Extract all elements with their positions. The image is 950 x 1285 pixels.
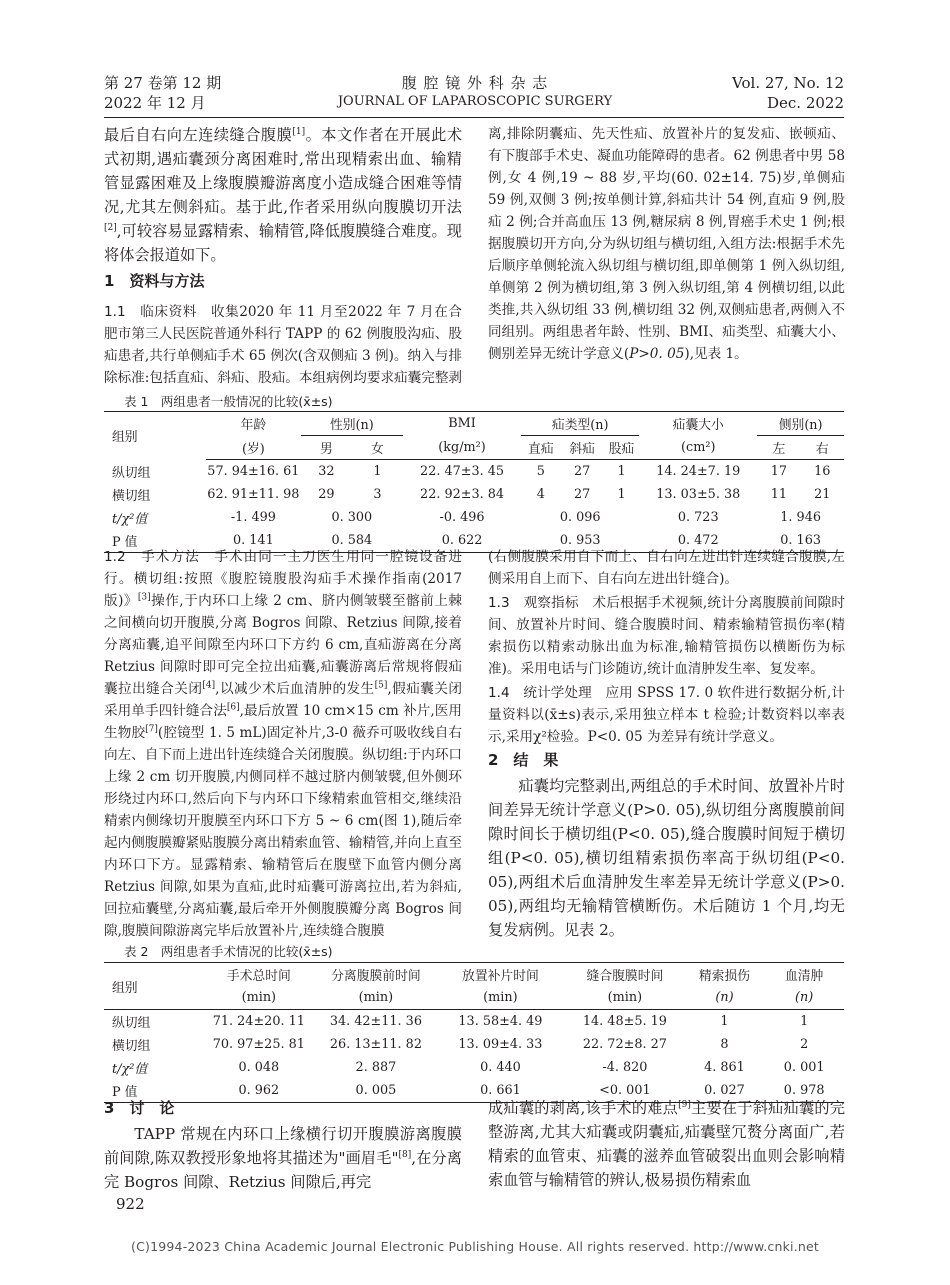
page-number: 922	[116, 1195, 145, 1213]
t2-h-cord-injury: 精索损伤	[685, 963, 765, 987]
section-1-2: 1.2 手术方法 手术由同一主刀医生用同一腔镜设备进行。横切组:按照《腹腔镜腹股沟疝手术操作指南(2017 版)》[3]操作,于内环口上缘 2 cm、脐内侧皱襞至髂前上棘之间横向切开腹膜,分离 Bogros 间隙、Retzius 间隙,接着分离疝囊,追平间隙至内环口下方约 6 cm,直疝游离在分离 Retzius 间隙时即可完全拉出疝囊,疝囊游离后常规将假疝囊拉出缝合关闭[4],以减少术后血清肿的发生[5],假疝囊关闭采用单手四针缝合法[6],最后放置 10 cm×15 cm 补片,医用生物胶[7](腔镜型 1. 5 mL)固定补片,3-0 薇乔可吸收线自右向左、自下而上进出针连续缝合关闭腹膜。纵切组:于内环口上缘 2 cm 切开腹膜,内侧同样不越过脐内侧皱襞,但外侧环形绕过内环口,然后向下与内环口下缘精索血管相交,继续沿精索内侧缘切开腹膜至内环口下方 5 ~ 6 cm(图 1),随后牵起内侧腹膜瓣紧贴腹膜分离出精索血管、输精管,并向上直至内环口下方。显露精索、输精管后在腹壁下血管内侧分离 Retzius 间隙,如果为直疝,此时疝囊可游离拉出,若为斜疝,回拉疝囊壁,分离疝囊,最后牵开外侧腹膜瓣分离 Bogros 间隙,腹膜间隙游离完毕后放置补片,连续缝合腹膜	[104, 549, 463, 939]
section-3-heading: 3 讨 论	[104, 1099, 175, 1117]
journal-title-en: JOURNAL OF LAPAROSCOPIC SURGERY	[337, 94, 613, 109]
discussion-block	[104, 1094, 462, 1194]
right-column-mid	[488, 546, 845, 748]
table-row: 横切组 62. 91±11. 98 29 3 22. 92±3. 84 4 27 1 13. 03±5. 38 11 21	[112, 487, 831, 504]
table-row: P 值 0. 141 0. 584 0. 622 0. 953 0. 472 0. 163	[104, 529, 844, 553]
left-column-mid	[104, 546, 462, 942]
t1-h-age-unit: (岁)	[206, 436, 301, 460]
section-2-heading: 2 结 果	[488, 751, 559, 769]
t1-h-bmi-unit: (kg/m²)	[403, 436, 521, 460]
t1-h-femoral: 股疝	[604, 436, 639, 460]
table-row: t/χ²值 0. 048 2. 887 0. 440 -4. 820 4. 861 0. 001	[112, 1060, 825, 1077]
right-column-top	[488, 123, 845, 365]
left-column-11	[104, 301, 462, 389]
section-1-heading: 1 资料与方法	[104, 272, 205, 290]
volume-cn: 第 27 卷第 12 期	[104, 74, 222, 92]
t2-h-group: 组别	[104, 963, 202, 1010]
t2-h-total: 手术总时间	[202, 963, 317, 987]
t2-h-mesh: 放置补片时间	[436, 963, 565, 987]
table2-caption: 表 2 两组患者手术情况的比较(x̄±s)	[124, 944, 333, 959]
discussion-paragraph: TAPP 常规在内环口上缘横行切开腹膜游离腹膜前间隙,陈双教授形象地将其描述为"画眉毛"[8],在分离完 Bogros 间隙、Retzius 间隙后,再完	[104, 1125, 462, 1191]
t1-h-oblique: 斜疝	[561, 436, 604, 460]
results-paragraph: 疝囊均完整剥出,两组总的手术时间、放置补片时间差异无统计学意义(P>0. 05),纵切组分离腹膜前间隙时间长于横切组(P<0. 05),缝合腹膜时间短于横切组(P<0. 05),横切组精索损伤率高于纵切组(P<0. 05),两组术后血清肿发生率差异无统计学意义(P>0. 05),两组均无输精管横断伤。术后随访 1 个月,均无复发病例。见表 2。	[488, 777, 845, 939]
volume-en: Vol. 27, No. 12	[732, 74, 844, 92]
table1-caption: 表 1 两组患者一般情况的比较(x̄±s)	[124, 394, 333, 409]
t1-h-side: 侧别(n)	[757, 412, 844, 436]
table2: 组别 手术总时间 分离腹膜前时间 放置补片时间 缝合腹膜时间 精索损伤 血清肿 (min) (min) (min) (min) (n) (n) 纵切组 71. 24±20. 11 34. 42±11. 36 13. 58±4. 49 14. 48±5. 19 1 1 横切组 70. 97±25. 81 26. 13±11. 82 13. 09±4. 33 22. 72±8. 27 8 2 t/χ²值 0. 048 2. 887 0. 440 -4. 820 4. 861 0. 001 P 值 0. 962 0. 005 0. 661 <0. 001 0. 027 0. 978	[104, 962, 844, 1103]
table-row: t/χ²值 -1. 499 0. 300 -0. 496 0. 096 0. 723 1. 946	[112, 510, 821, 527]
table-row: 纵切组 57. 94±16. 61 32 1 22. 47±3. 45 5 27 1 14. 24±7. 19 17 16	[112, 464, 831, 481]
section-1-2-cont: (右侧腹膜采用自下而上、自右向左进出针连续缝合腹膜,左侧采用自上而下、自右向左进出针缝合)。	[488, 549, 845, 587]
t1-h-bmi: BMI	[403, 412, 521, 436]
right-column-bottom	[488, 1096, 845, 1192]
section-1-1: 1.1 临床资料 收集2020 年 11 月至2022 年 7 月在合肥市第三人民医院普通外科行 TAPP 的 62 例腹股沟疝、股疝患者,共行单侧疝手术 65 例次(含双侧疝 3 例)。纳入与排除标准:包括直疝、斜疝、股疝。本组病例均要求疝囊完整剥	[104, 304, 463, 386]
t2-h-suture: 缝合腹膜时间	[565, 963, 685, 987]
discussion-cont: 成疝囊的剥离,该手术的难点[9]主要在于斜疝疝囊的完整游离,尤其大疝囊或阴囊疝,疝囊壁冗赘分离面广,若精索的血管束、疝囊的滋养血管破裂出血则会影响精索血管与输精管的辨认,极易损伤精索血	[488, 1099, 846, 1189]
t1-h-sex: 性别(n)	[301, 412, 403, 436]
t1-h-direct: 直疝	[521, 436, 560, 460]
header-rule	[104, 117, 844, 118]
table-row: 纵切组 71. 24±20. 11 34. 42±11. 36 13. 58±4. 49 14. 48±5. 19 1 1	[112, 1014, 809, 1031]
t1-h-female: 女	[352, 436, 403, 460]
table-row: 横切组 70. 97±25. 81 26. 13±11. 82 13. 09±4. 33 22. 72±8. 27 8 2	[112, 1037, 809, 1054]
section-1-3: 1.3 观察指标 术后根据手术视频,统计分离腹膜前间隙时间、放置补片时间、缝合腹膜时间、精索输精管损伤率(精索损伤以精索动脉出血为标准,输精管损伤以横断伤为标准)。采用电话与门诊随访,统计血清肿发生率、复发率。	[488, 595, 845, 677]
t1-h-male: 男	[301, 436, 352, 460]
table1	[104, 411, 844, 553]
section-1-1-cont: 离,排除阴囊疝、先天性疝、放置补片的复发疝、嵌顿疝、有下腹部手术史、凝血功能障碍的患者。62 例患者中男 58 例,女 4 例,19 ~ 88 岁,平均(60. 02±14. 75)岁,单侧疝 59 例,双侧 3 例;按单侧计算,斜疝共计 54 例,直疝 9 例,股疝 2 例;合并高血压 13 例,糖尿病 8 例,胃癌手术史 1 例;根据腹膜切开方向,分为纵切组与横切组,入组方法:根据手术先后顺序单侧轮流入纵切组与横切组,即单侧第 1 例入纵切组,单侧第 2 例为横切组,第 3 例入纵切组,第 4 例横切组,以此类推,共入纵切组 33 例,横切组 32 例,双侧疝患者,两侧入不同组别。两组患者年龄、性别、BMI、疝类型、疝囊大小、侧别差异无统计学意义(P>0. 05),见表 1。	[488, 126, 845, 362]
t1-h-age: 年龄	[206, 412, 301, 436]
t1-h-left: 左	[757, 436, 800, 460]
table-row: P 值 0. 962 0. 005 0. 661 <0. 001 0. 027 0. 978	[104, 1079, 844, 1103]
section-1-4: 1.4 统计学处理 应用 SPSS 17. 0 软件进行数据分析,计量资料以(x̄±s)表示,采用独立样本 t 检验;计数资料以率表示,采用χ²检验。P<0. 05 为差异有统计学意义。	[488, 685, 845, 745]
t1-h-right: 右	[801, 436, 844, 460]
t1-h-group: 组别	[104, 412, 206, 460]
t1-h-size-unit: (cm²)	[639, 436, 757, 460]
t1-h-type: 疝类型(n)	[521, 412, 639, 436]
t1-h-size: 疝囊大小	[639, 412, 757, 436]
date-cn: 2022 年 12 月	[104, 94, 206, 112]
date-en: Dec. 2022	[766, 94, 844, 112]
results-block	[488, 746, 845, 942]
copyright-footer: (C)1994-2023 China Academic Journal Electronic Publishing House. All rights reserved. http://www.cnki.net	[131, 1239, 819, 1254]
left-column-top	[104, 123, 462, 295]
journal-title-cn: 腹 腔 镜 外 科 杂 志	[401, 74, 549, 92]
intro-paragraph: 最后自右向左连续缝合腹膜[1]。本文作者在开展此术式初期,遇疝囊颈分离困难时,常出现精索出血、输精管显露困难及上缘腹膜瓣游离度小造成缝合困难等情况,尤其左侧斜疝。基于此,作者采用纵向腹膜切开法[2],可较容易显露精索、输精管,降低腹膜缝合难度。现将体会报道如下。	[104, 126, 463, 264]
t2-h-seroma: 血清肿	[764, 963, 844, 987]
t2-h-separate: 分离腹膜前时间	[316, 963, 436, 987]
